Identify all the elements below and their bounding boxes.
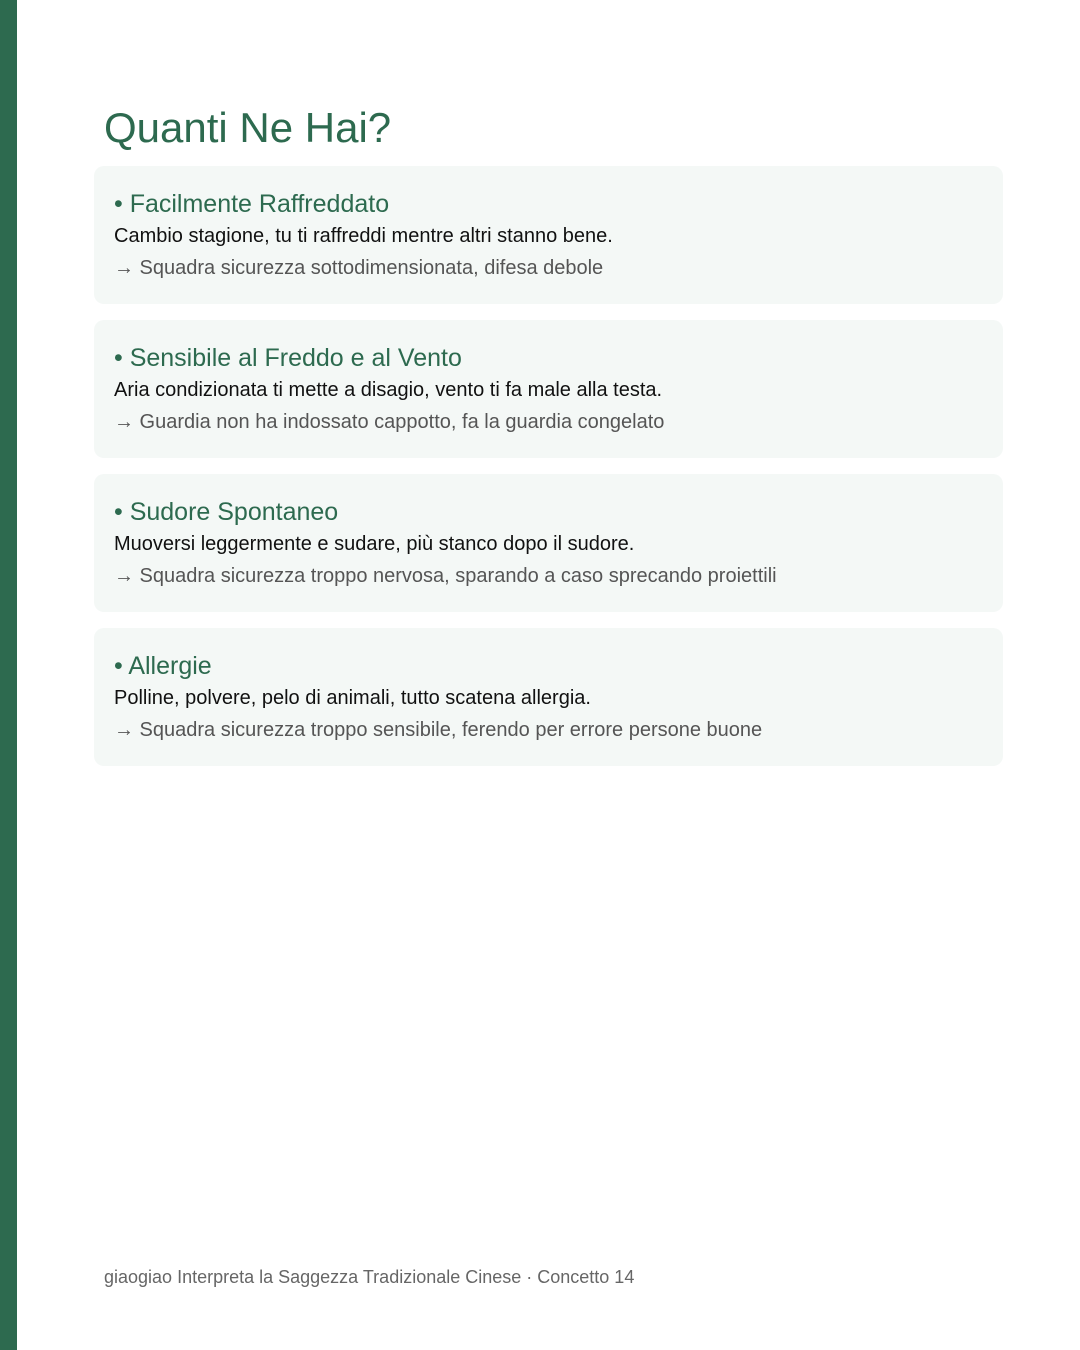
card-heading: • Facilmente Raffreddato [114,190,390,218]
card-note: → Squadra sicurezza sottodimensionata, difesa debole [114,257,604,279]
symptom-card [94,474,1003,612]
symptom-card-list [94,166,1003,782]
symptom-card [94,628,1003,766]
symptom-card [94,320,1003,458]
card-note: → Guardia non ha indossato cappotto, fa la guardia congelato [114,411,665,433]
page-footer: giaogiao Interpreta la Saggezza Tradizionale Cinese · Concetto 14 [104,1267,635,1287]
card-heading: • Sensibile al Freddo e al Vento [114,344,462,372]
card-description: Aria condizionata ti mette a disagio, vento ti fa male alla testa. [114,379,663,401]
card-note: → Squadra sicurezza troppo sensibile, ferendo per errore persone buone [114,719,763,741]
card-description: Polline, polvere, pelo di animali, tutto scatena allergia. [114,687,591,709]
page-title: Quanti Ne Hai? [104,104,392,151]
card-note: → Squadra sicurezza troppo nervosa, sparando a caso sprecando proiettili [114,565,777,587]
card-description: Muoversi leggermente e sudare, più stanco dopo il sudore. [114,533,635,555]
card-description: Cambio stagione, tu ti raffreddi mentre altri stanno bene. [114,225,613,247]
card-heading: • Allergie [114,652,212,680]
card-heading: • Sudore Spontaneo [114,498,339,526]
accent-side-bar [0,0,17,1350]
symptom-card [94,166,1003,304]
